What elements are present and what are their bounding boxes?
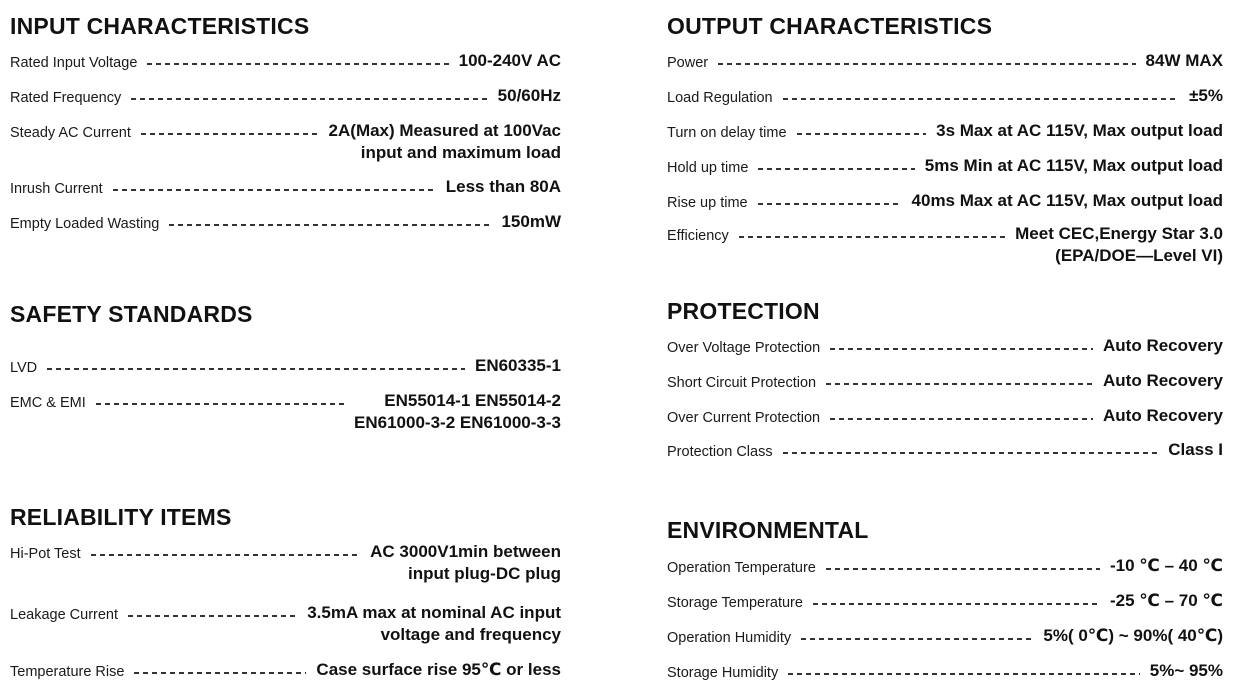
spec-row-steady-ac-current [10, 120, 561, 164]
dotted-leader [169, 224, 491, 226]
section-title: ENVIRONMENTAL [667, 517, 869, 543]
spec-value: 40ms Max at AC 115V, Max output load [911, 191, 1223, 210]
spec-label: Hi-Pot Test [10, 546, 81, 562]
dotted-leader [113, 189, 436, 191]
spec-value: ±5% [1189, 86, 1223, 105]
spec-label: Empty Loaded Wasting [10, 216, 160, 232]
spec-label: Operation Temperature [667, 560, 816, 576]
spec-label: Storage Temperature [667, 595, 803, 611]
spec-value: 2A(Max) Measured at 100Vac input and maximum load [328, 121, 561, 162]
spec-row-rise-up-time [667, 190, 1223, 213]
dotted-leader [128, 615, 297, 617]
dotted-leader [826, 568, 1100, 570]
spec-label: Efficiency [667, 228, 729, 244]
right-column [667, 0, 1223, 694]
spec-row-over-voltage-protection [667, 335, 1223, 358]
spec-label: LVD [10, 360, 38, 376]
spec-value: Case surface rise 95℃ or less [316, 660, 561, 679]
dotted-leader [134, 672, 306, 674]
environmental-section [667, 516, 1223, 544]
spec-label: Storage Humidity [667, 665, 779, 681]
spec-value: 84W MAX [1145, 51, 1223, 70]
section-title: SAFETY STANDARDS [10, 301, 253, 327]
spec-value: Auto Recovery [1103, 406, 1223, 425]
spec-value: 3s Max at AC 115V, Max output load [936, 121, 1223, 140]
safety-standards-section [10, 300, 561, 328]
dotted-leader [813, 603, 1100, 605]
spec-value: Auto Recovery [1103, 371, 1223, 390]
dotted-leader [788, 673, 1140, 675]
spec-value: 5%~ 95% [1149, 661, 1223, 680]
dotted-leader [830, 348, 1093, 350]
spec-row-short-circuit-protection [667, 370, 1223, 393]
dotted-leader [147, 63, 448, 65]
spec-row-protection-class [667, 439, 1223, 462]
spec-row-power [667, 50, 1223, 73]
spec-row-operation-temperature [667, 555, 1223, 578]
section-title: INPUT CHARACTERISTICS [10, 13, 310, 39]
spec-row-emc-emi [10, 390, 561, 434]
dotted-leader [718, 63, 1135, 65]
spec-row-efficiency [667, 223, 1223, 267]
spec-row-storage-humidity [667, 660, 1223, 683]
protection-section [667, 297, 1223, 325]
spec-value: 3.5mA max at nominal AC input voltage and frequency [307, 603, 561, 644]
section-title: RELIABILITY ITEMS [10, 504, 232, 530]
dotted-leader [801, 638, 1033, 640]
dotted-leader [758, 168, 914, 170]
spec-label: Rise up time [667, 195, 748, 211]
spec-value: Auto Recovery [1103, 336, 1223, 355]
spec-label: EMC & EMI [10, 395, 86, 411]
spec-row-over-current-protection [667, 405, 1223, 428]
spec-value: 5ms Min at AC 115V, Max output load [924, 156, 1223, 175]
spec-row-storage-temperature [667, 590, 1223, 613]
spec-value: 50/60Hz [497, 86, 561, 105]
spec-value: 150mW [501, 212, 561, 231]
spec-value: Class I [1168, 440, 1223, 459]
spec-label: Power [667, 55, 709, 71]
dotted-leader [47, 368, 465, 370]
spec-value: AC 3000V1min between input plug-DC plug [370, 542, 561, 583]
output-characteristics-section [667, 12, 1223, 40]
input-characteristics-section [10, 12, 561, 40]
spec-value: -25 ℃ – 70 ℃ [1110, 591, 1223, 610]
dotted-leader [141, 133, 319, 135]
left-column [10, 0, 561, 694]
spec-label: Leakage Current [10, 607, 119, 623]
spec-row-hi-pot-test [10, 541, 561, 585]
section-title: PROTECTION [667, 298, 820, 324]
spec-row-turn-on-delay-time [667, 120, 1223, 143]
spec-label: Over Current Protection [667, 410, 821, 426]
spec-label: Turn on delay time [667, 125, 787, 141]
spec-row-lvd [10, 355, 561, 378]
spec-value: EN60335-1 [474, 356, 561, 375]
dotted-leader [131, 98, 487, 100]
spec-label: Over Voltage Protection [667, 340, 821, 356]
spec-value: 5%( 0℃) ~ 90%( 40℃) [1043, 626, 1223, 645]
dotted-leader [783, 98, 1179, 100]
spec-row-temperature-rise [10, 659, 561, 682]
spec-value: Less than 80A [445, 177, 561, 196]
spec-row-leakage-current [10, 602, 561, 646]
spec-label: Temperature Rise [10, 664, 125, 680]
spec-label: Inrush Current [10, 181, 103, 197]
spec-label: Protection Class [667, 444, 773, 460]
spec-value: 100-240V AC [458, 51, 561, 70]
dotted-leader [739, 236, 1005, 238]
spec-row-inrush-current [10, 176, 561, 199]
spec-row-rated-input-voltage [10, 50, 561, 73]
section-title: OUTPUT CHARACTERISTICS [667, 13, 993, 39]
dotted-leader [797, 133, 927, 135]
spec-label: Hold up time [667, 160, 749, 176]
dotted-leader [830, 418, 1093, 420]
spec-label: Short Circuit Protection [667, 375, 817, 391]
spec-label: Rated Input Voltage [10, 55, 138, 71]
dotted-leader [96, 403, 344, 405]
spec-row-rated-frequency [10, 85, 561, 108]
spec-row-operation-humidity [667, 625, 1223, 648]
spec-label: Operation Humidity [667, 630, 792, 646]
spec-label: Load Regulation [667, 90, 773, 106]
dotted-leader [758, 203, 902, 205]
spec-label: Rated Frequency [10, 90, 122, 106]
dotted-leader [91, 554, 360, 556]
spec-value: Meet CEC,Energy Star 3.0 (EPA/DOE—Level VI) [1015, 224, 1223, 265]
reliability-items-section [10, 503, 561, 531]
spec-row-load-regulation [667, 85, 1223, 108]
dotted-leader [783, 452, 1159, 454]
spec-row-hold-up-time [667, 155, 1223, 178]
spec-label: Steady AC Current [10, 125, 131, 141]
spec-value: EN55014-1 EN55014-2 EN61000-3-2 EN61000-3-3 [354, 391, 561, 432]
dotted-leader [826, 383, 1093, 385]
spec-row-empty-loaded-wasting [10, 211, 561, 234]
spec-value: -10 ℃ – 40 ℃ [1110, 556, 1223, 575]
